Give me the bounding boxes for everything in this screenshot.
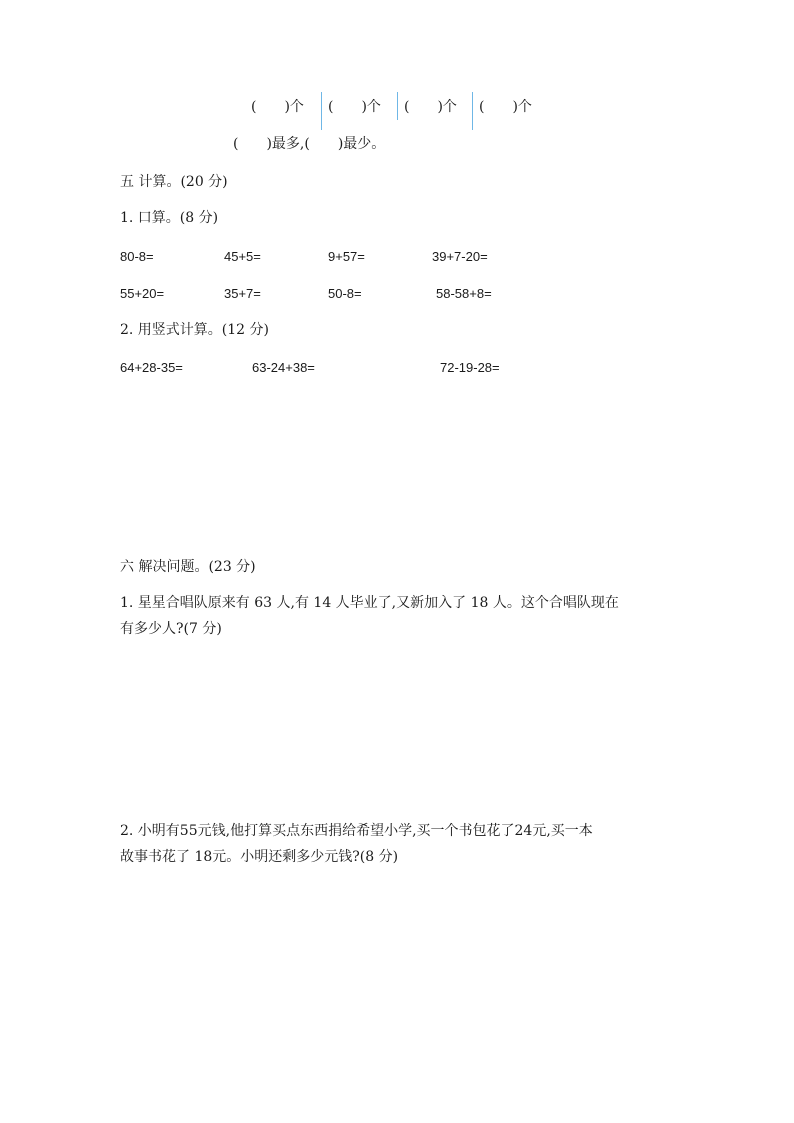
column-divider-3 (472, 92, 473, 130)
count-blank-2: ( )个 (328, 99, 381, 115)
problem-1-line-2: 有多少人?(7 分) (120, 621, 222, 637)
problem-2-line-1: 2. 小明有55元钱,他打算买点东西捐给希望小学,买一个书包花了24元,买一本 (120, 823, 593, 839)
section-5-heading: 五 计算。(20 分) (120, 174, 228, 190)
question-2-title: 2. 用竖式计算。(12 分) (120, 322, 269, 338)
problem-1-line-1: 1. 星星合唱队原来有 63 人,有 14 人毕业了,又新加入了 18 人。这个合唱队现在 (120, 595, 619, 611)
column-divider-2 (397, 92, 398, 120)
vertical-calc-2: 63-24+38= (252, 360, 315, 375)
question-1-title: 1. 口算。(8 分) (120, 210, 219, 226)
oral-calc-1: 80-8= (120, 249, 154, 264)
oral-calc-2: 45+5= (224, 249, 261, 264)
count-blank-1: ( )个 (251, 99, 304, 115)
oral-calc-5: 55+20= (120, 286, 165, 301)
oral-calc-6: 35+7= (224, 286, 261, 301)
oral-calc-3: 9+57= (328, 249, 365, 264)
oral-calc-8: 58-58+8= (436, 286, 492, 301)
column-divider-1 (321, 92, 322, 130)
vertical-calc-1: 64+28-35= (120, 360, 183, 375)
oral-calc-4: 39+7-20= (432, 249, 488, 264)
count-blank-4: ( )个 (479, 99, 532, 115)
oral-calc-7: 50-8= (328, 286, 362, 301)
section-6-heading: 六 解决问题。(23 分) (120, 559, 256, 575)
count-blank-3: ( )个 (404, 99, 457, 115)
problem-2-line-2: 故事书花了 18元。小明还剩多少元钱?(8 分) (120, 849, 399, 865)
most-least-line: ( )最多,( )最少。 (233, 136, 386, 152)
vertical-calc-3: 72-19-28= (440, 360, 500, 375)
